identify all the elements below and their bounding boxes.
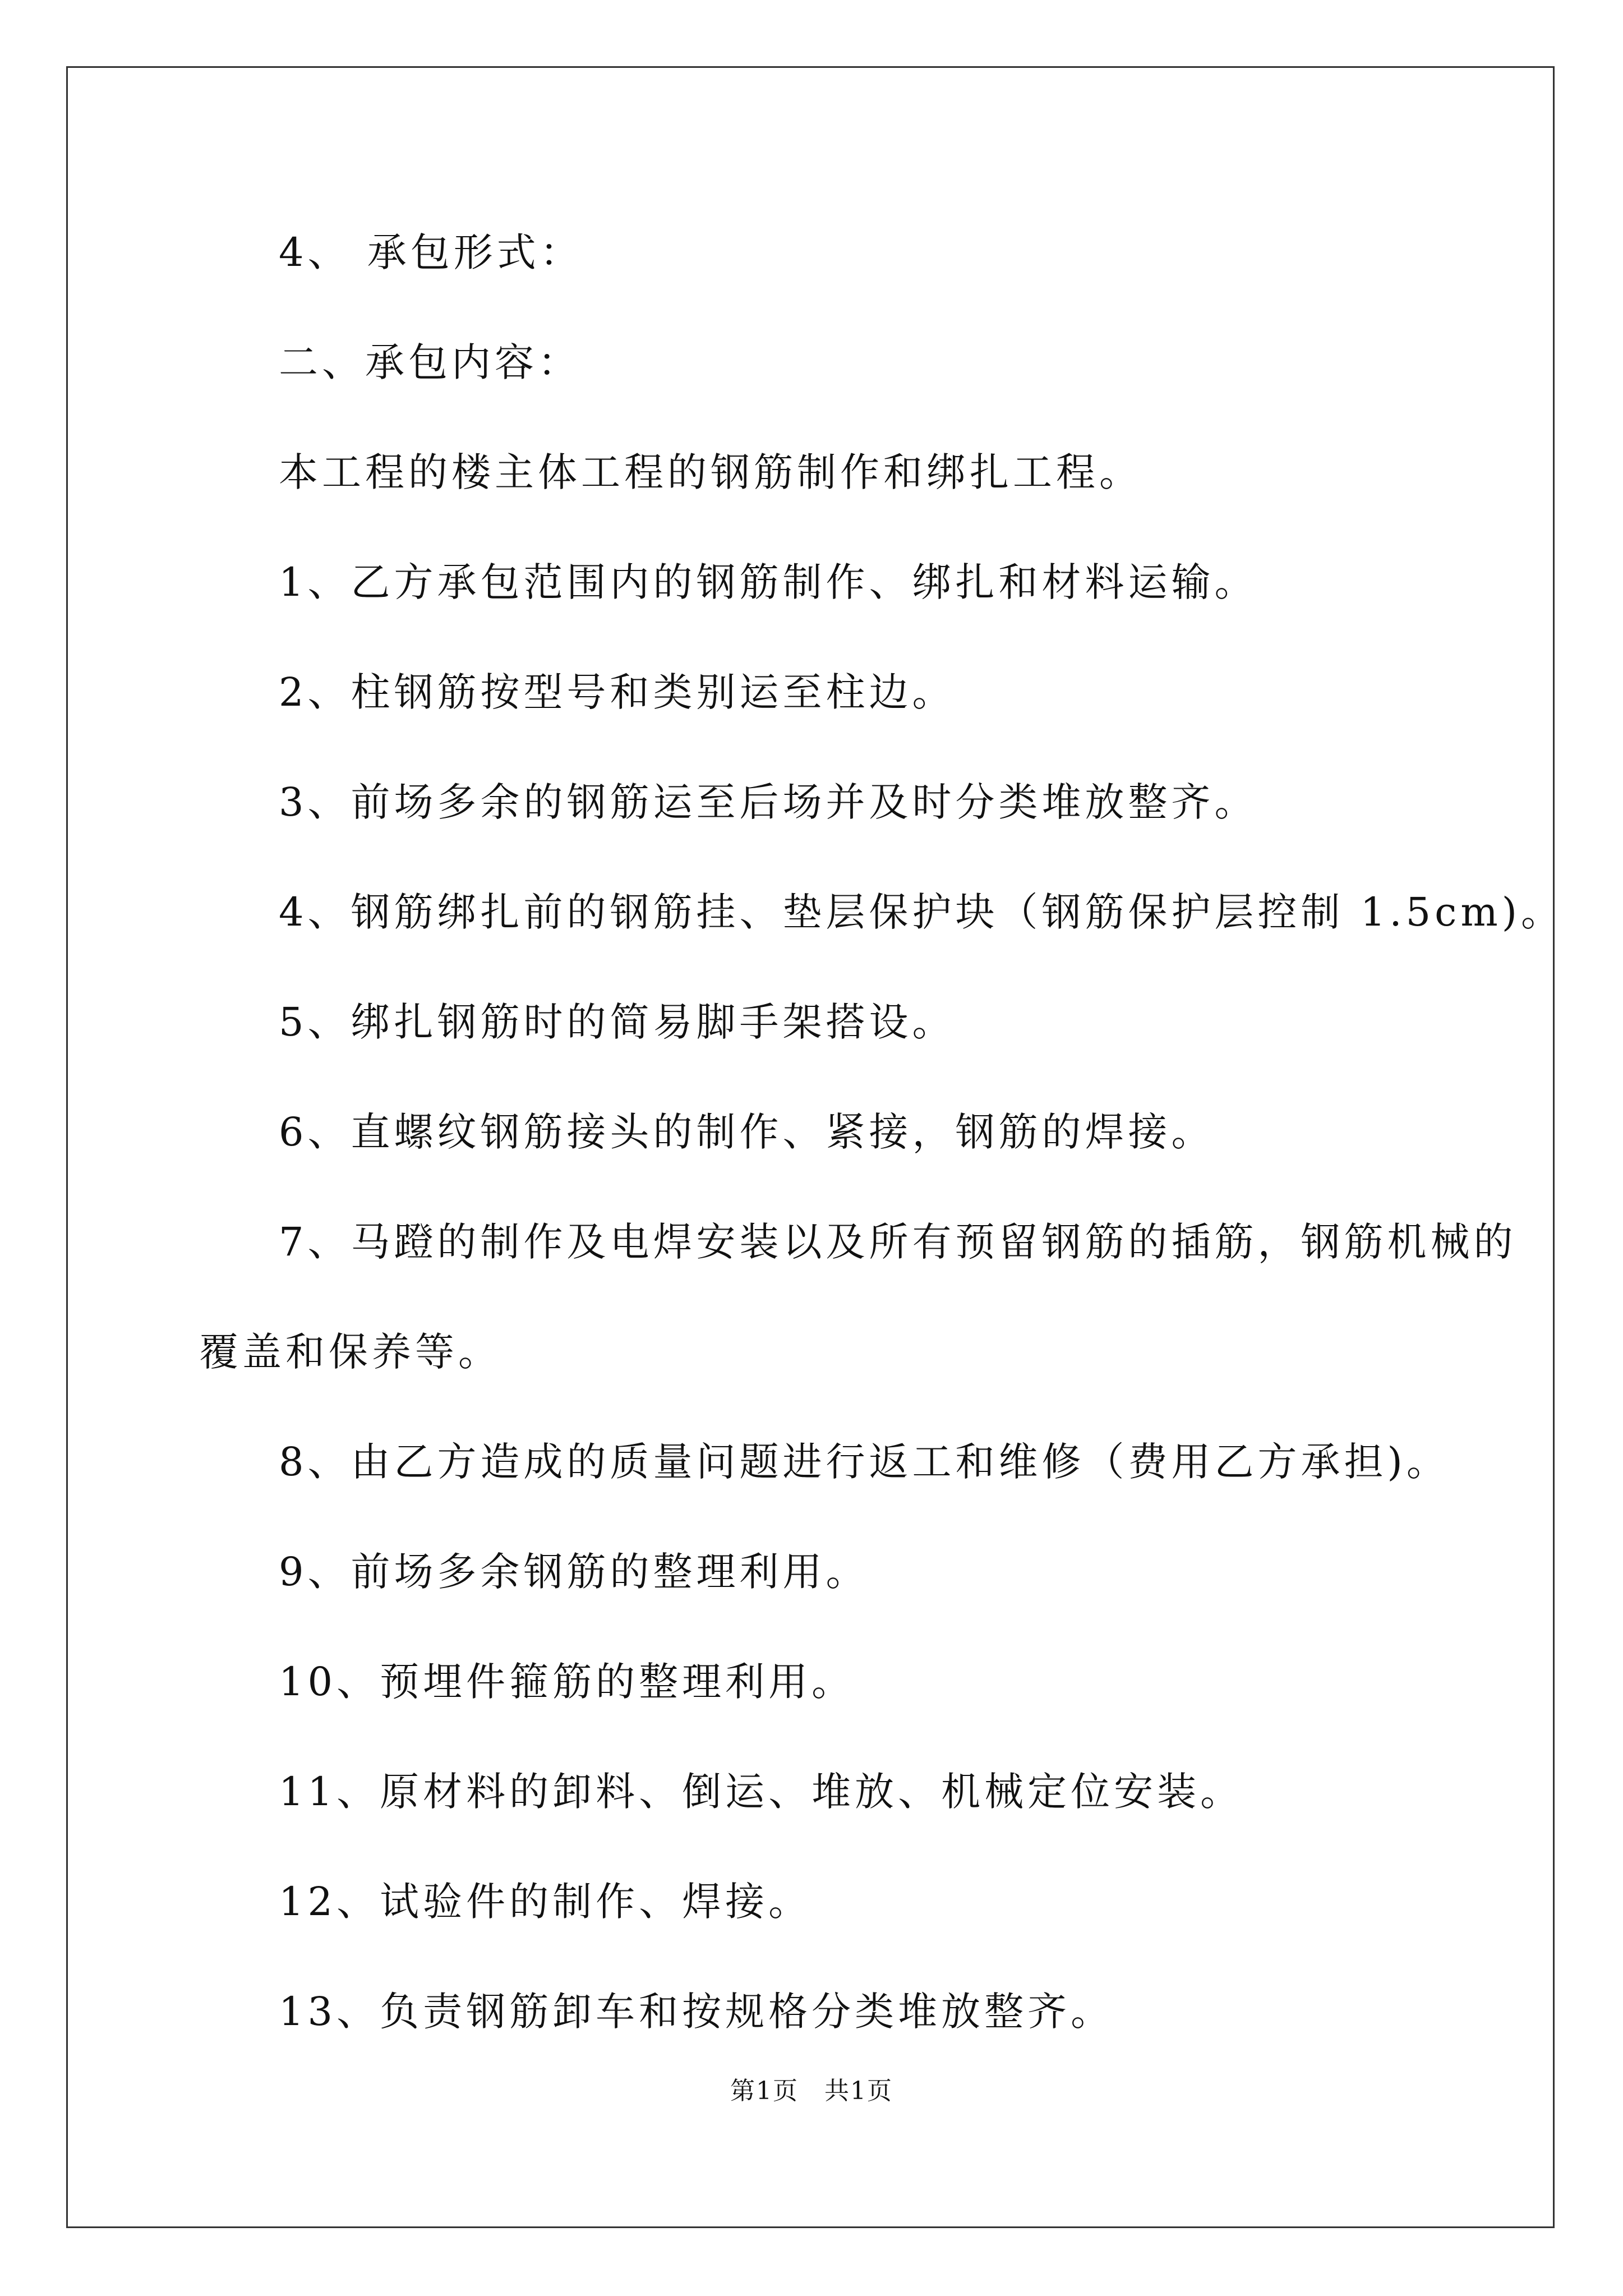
paragraph-item-12: 12、试验件的制作、焊接。 xyxy=(279,1879,812,1925)
paragraph-item-11: 11、原材料的卸料、倒运、堆放、机械定位安装。 xyxy=(279,1769,1244,1815)
paragraph-section-heading: 二、承包内容： xyxy=(279,339,581,385)
paragraph-item-1: 1、乙方承包范围内的钢筋制作、绑扎和材料运输。 xyxy=(279,559,1258,605)
paragraph-item-10: 10、预埋件箍筋的整理利用。 xyxy=(279,1659,855,1705)
paragraph-item-4: 4、钢筋绑扎前的钢筋挂、垫层保护块（钢筋保护层控制 1.5cm)。 xyxy=(279,889,1564,935)
paragraph-item-9: 9、前场多余钢筋的整理利用。 xyxy=(279,1549,869,1595)
paragraph-item-5: 5、绑扎钢筋时的简易脚手架搭设。 xyxy=(279,999,956,1045)
paragraph-scope-intro: 本工程的楼主体工程的钢筋制作和绑扎工程。 xyxy=(279,449,1142,495)
paragraph-contract-form: 4、 承包形式： xyxy=(279,229,583,275)
paragraph-item-2: 2、柱钢筋按型号和类别运至柱边。 xyxy=(279,669,956,715)
paragraph-item-3: 3、前场多余的钢筋运至后场并及时分类堆放整齐。 xyxy=(279,779,1258,825)
page-number-footer: 第1页 共1页 xyxy=(730,2077,893,2105)
paragraph-item-7-continued: 覆盖和保养等。 xyxy=(199,1329,501,1375)
paragraph-item-6: 6、直螺纹钢筋接头的制作、紧接，钢筋的焊接。 xyxy=(279,1109,1215,1155)
paragraph-item-8: 8、由乙方造成的质量问题进行返工和维修（费用乙方承担)。 xyxy=(279,1439,1450,1485)
paragraph-item-13: 13、负责钢筋卸车和按规格分类堆放整齐。 xyxy=(279,1989,1114,2035)
paragraph-item-7: 7、马蹬的制作及电焊安装以及所有预留钢筋的插筋，钢筋机械的 xyxy=(279,1219,1517,1265)
